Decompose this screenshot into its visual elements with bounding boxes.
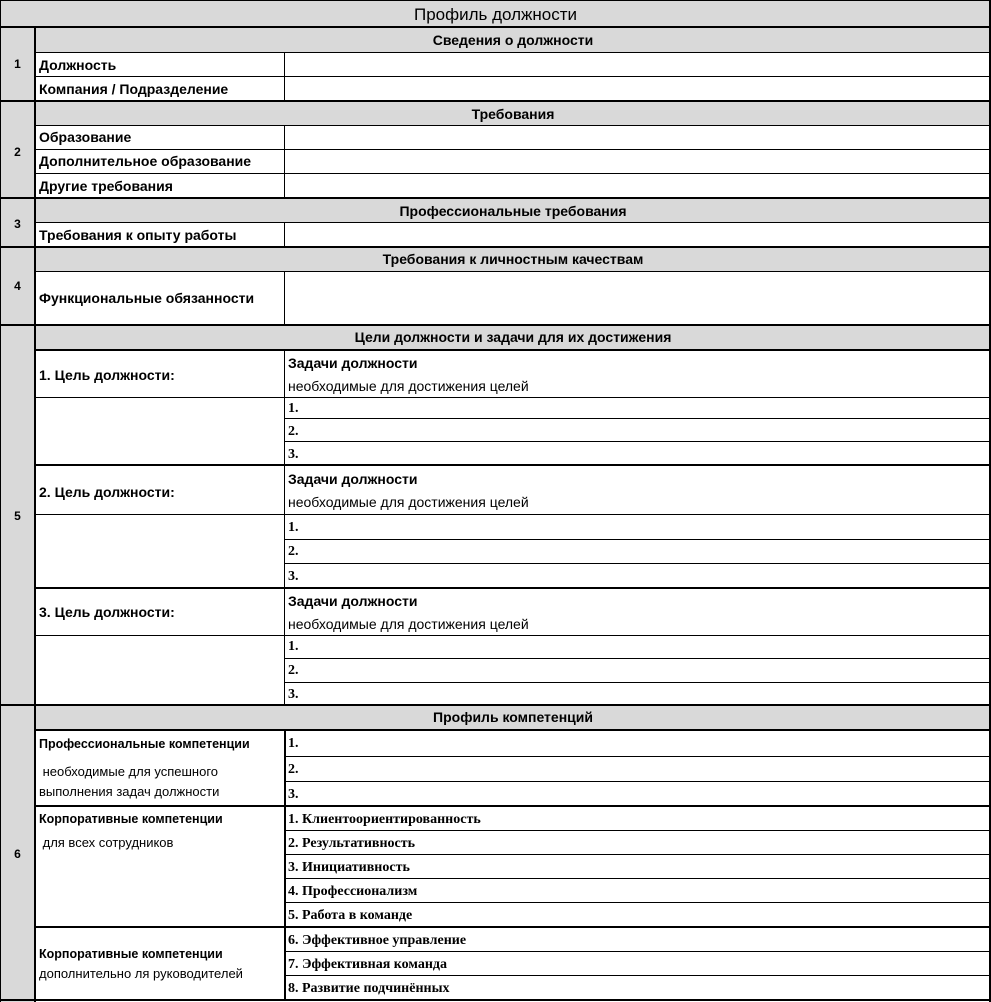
section-number: 3 <box>14 217 21 231</box>
competency-group-subtitle: для всех сотрудников <box>39 835 174 850</box>
task-item[interactable]: 1. <box>288 520 299 535</box>
competency-group-title: Корпоративные компетенции <box>39 947 223 961</box>
section-header: Требования <box>471 106 555 122</box>
section-number: 4 <box>14 279 21 293</box>
row-label-duties: Функциональные обязанности <box>39 290 255 306</box>
section-header: Профессиональные требования <box>399 203 627 219</box>
tasks-subtitle: необходимые для достижения целей <box>288 378 529 394</box>
grid-line <box>35 76 991 77</box>
competency-item[interactable]: 8. Развитие подчинённых <box>288 981 450 996</box>
competency-item[interactable]: 4. Профессионализм <box>288 884 418 899</box>
goal-value-cell[interactable] <box>36 636 284 704</box>
grid-line <box>284 125 285 197</box>
grid-line <box>284 730 286 1000</box>
value-cell-experience[interactable] <box>286 223 990 246</box>
row-label-education: Образование <box>39 129 132 145</box>
grid-line <box>285 951 991 952</box>
grid-line <box>285 682 991 683</box>
section-header: Цели должности и задачи для их достижения <box>354 329 672 345</box>
grid-line <box>35 222 991 223</box>
grid-line <box>285 878 991 879</box>
row-label-experience: Требования к опыту работы <box>39 227 237 243</box>
grid-line <box>35 52 991 53</box>
grid-line <box>0 324 991 326</box>
goal-label: 3. Цель должности: <box>39 604 175 620</box>
grid-line <box>0 704 991 706</box>
competency-item[interactable]: 6. Эффективное управление <box>288 933 467 948</box>
task-item[interactable]: 1. <box>288 401 299 416</box>
grid-line <box>285 658 991 659</box>
row-label-position: Должность <box>39 57 117 73</box>
grid-line <box>35 149 991 150</box>
page-title: Профиль должности <box>413 5 578 24</box>
grid-line <box>35 125 991 126</box>
goal-label: 2. Цель должности: <box>39 484 175 500</box>
grid-line <box>0 0 991 1</box>
competency-group-subtitle: дополнительно ля руководителей <box>39 966 243 981</box>
task-item[interactable]: 3. <box>288 569 299 584</box>
competency-item[interactable]: 1. <box>288 736 299 751</box>
task-item[interactable]: 1. <box>288 639 299 654</box>
section-header: Сведения о должности <box>432 32 594 48</box>
grid-line <box>285 781 991 782</box>
grid-line <box>35 271 991 272</box>
grid-line <box>285 975 991 976</box>
grid-line <box>0 246 991 248</box>
grid-line <box>35 926 991 928</box>
competency-group-title: Профессиональные компетенции <box>39 737 250 751</box>
value-cell-other-requirements[interactable] <box>286 174 990 197</box>
section-number: 6 <box>14 847 21 861</box>
value-cell-duties[interactable] <box>286 272 990 324</box>
competency-item[interactable]: 3. <box>288 787 299 802</box>
tasks-subtitle: необходимые для достижения целей <box>288 494 529 510</box>
grid-line <box>35 397 991 398</box>
grid-line <box>0 26 991 28</box>
value-cell-company[interactable] <box>286 77 990 100</box>
grid-line <box>0 197 991 199</box>
grid-line <box>285 563 991 564</box>
competency-group-subtitle: необходимые для успешного выполнения задач должности <box>39 764 222 799</box>
section-number: 5 <box>14 509 21 523</box>
grid-line <box>35 173 991 174</box>
competency-group-title: Корпоративные компетенции <box>39 812 223 826</box>
task-item[interactable]: 3. <box>288 447 299 462</box>
grid-line <box>35 349 991 351</box>
competency-item[interactable]: 1. Клиентоориентированность <box>288 812 481 827</box>
value-cell-additional-education[interactable] <box>286 150 990 173</box>
competency-item[interactable]: 7. Эффективная команда <box>288 957 447 972</box>
grid-line <box>285 902 991 903</box>
row-label-other-requirements: Другие требования <box>39 178 173 194</box>
grid-line <box>285 830 991 831</box>
competency-item[interactable]: 3. Инициативность <box>288 860 410 875</box>
task-item[interactable]: 3. <box>288 687 299 702</box>
section-header: Требования к личностным качествам <box>382 251 644 267</box>
grid-line <box>0 999 991 1001</box>
task-item[interactable]: 2. <box>288 544 299 559</box>
tasks-subtitle: необходимые для достижения целей <box>288 616 529 632</box>
grid-line <box>0 100 991 102</box>
tasks-title: Задачи должности <box>288 355 418 371</box>
grid-line <box>285 854 991 855</box>
grid-line <box>35 635 991 636</box>
grid-line <box>285 539 991 540</box>
row-label-additional-education: Дополнительное образование <box>39 153 252 169</box>
goal-value-cell[interactable] <box>36 398 284 464</box>
tasks-title: Задачи должности <box>288 593 418 609</box>
grid-line <box>35 514 991 515</box>
competency-item[interactable]: 5. Работа в команде <box>288 908 413 923</box>
value-cell-education[interactable] <box>286 126 990 148</box>
goal-label: 1. Цель должности: <box>39 367 175 383</box>
task-item[interactable]: 2. <box>288 663 299 678</box>
grid-line <box>35 464 991 466</box>
goal-value-cell[interactable] <box>36 515 284 587</box>
grid-line <box>35 729 991 731</box>
grid-line <box>285 756 991 757</box>
tasks-title: Задачи должности <box>288 471 418 487</box>
grid-line <box>284 350 285 704</box>
grid-line <box>35 587 991 589</box>
section-header: Профиль компетенций <box>433 709 593 725</box>
grid-line <box>284 271 285 324</box>
grid-line <box>284 222 285 246</box>
competency-item[interactable]: 2. Результативность <box>288 836 416 851</box>
grid-line <box>0 0 1 1002</box>
competency-item[interactable]: 2. <box>288 762 299 777</box>
task-item[interactable]: 2. <box>288 424 299 439</box>
section-number: 2 <box>14 145 21 159</box>
grid-line <box>35 805 991 807</box>
section-number: 1 <box>14 57 21 71</box>
grid-line <box>285 418 991 419</box>
value-cell-position[interactable] <box>286 53 990 76</box>
grid-line <box>285 441 991 442</box>
row-label-company: Компания / Подразделение <box>39 81 229 97</box>
